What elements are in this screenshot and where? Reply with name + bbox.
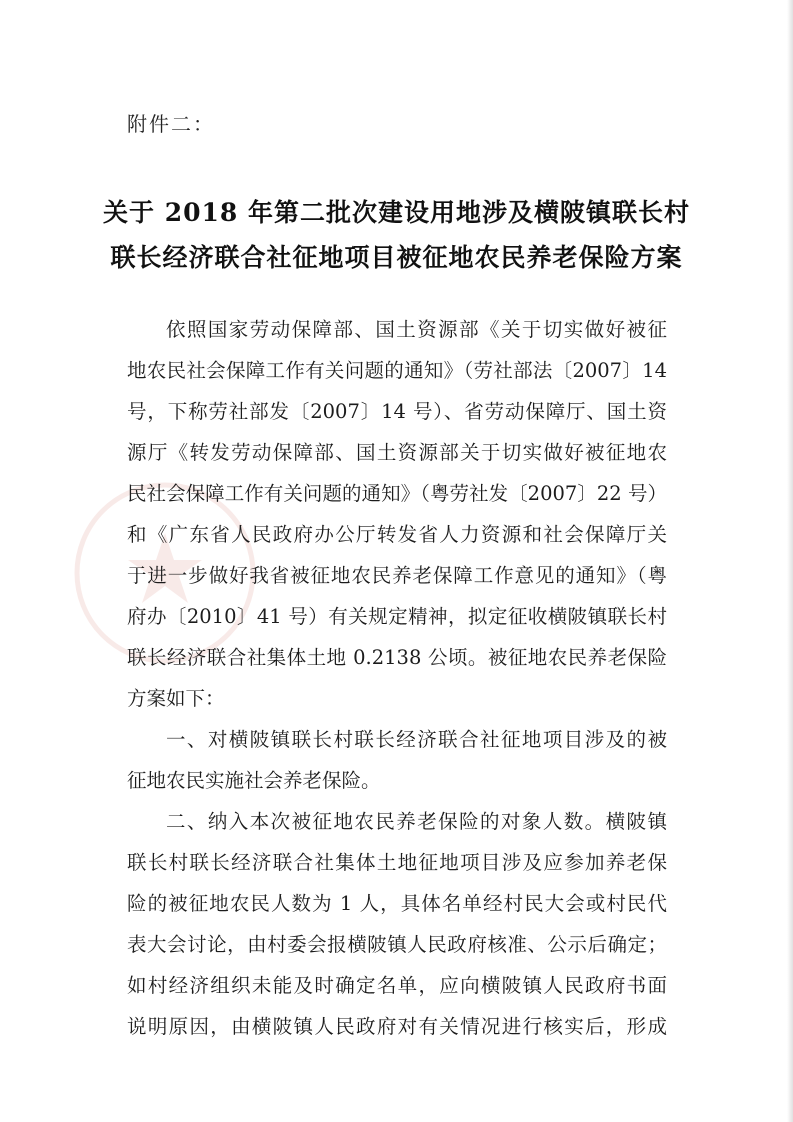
document-title-line-1: 关于 2018 年第二批次建设用地涉及横陂镇联长村	[103, 198, 690, 227]
paragraph-3-line-3: 险的被征地农民人数为 1 人，具体名单经村民大会或村民代	[127, 892, 667, 915]
paragraph-1-line-5: 民社会保障工作有关问题的通知》（粤劳社发〔2007〕22 号）	[127, 482, 667, 505]
paragraph-1-line-8: 府办〔2010〕41 号）有关规定精神，拟定征收横陂镇联长村	[127, 605, 667, 628]
paragraph-1-line-9: 联长经济联合社集体土地 0.2138 公顷。被征地农民养老保险	[127, 646, 667, 669]
paragraph-3-line-4: 表大会讨论，由村委会报横陂镇人民政府核准、公示后确定；	[127, 933, 667, 956]
paragraph-1-line-1: 依照国家劳动保障部、国土资源部《关于切实做好被征	[166, 318, 667, 341]
paragraph-1-line-6: 和《广东省人民政府办公厅转发省人力资源和社会保障厅关	[127, 523, 667, 546]
paragraph-2-line-2: 征地农民实施社会养老保险。	[127, 769, 381, 792]
paragraph-1-line-7: 于进一步做好我省被征地农民养老保障工作意见的通知》（粤	[127, 564, 667, 587]
page-edge-shadow	[787, 0, 793, 1122]
paragraph-3-line-2: 联长村联长经济联合社集体土地征地项目涉及应参加养老保	[127, 851, 667, 874]
paragraph-1-line-3: 号，下称劳社部发〔2007〕14 号）、省劳动保障厅、国土资	[127, 400, 667, 423]
attachment-label: 附件二：	[127, 112, 215, 136]
paragraph-1-line-10: 方案如下：	[127, 687, 225, 710]
paragraph-1-line-4: 源厅《转发劳动保障部、国土资源部关于切实做好被征地农	[127, 441, 667, 464]
paragraph-3-line-5: 如村经济组织未能及时确定名单，应向横陂镇人民政府书面	[127, 974, 667, 997]
paragraph-1-line-2: 地农民社会保障工作有关问题的通知》（劳社部法〔2007〕14	[127, 359, 667, 382]
document-title-line-2: 联长经济联合社征地项目被征地农民养老保险方案	[110, 243, 683, 272]
paragraph-3-line-1: 二、纳入本次被征地农民养老保险的对象人数。横陂镇	[166, 810, 667, 833]
paragraph-3-line-6: 说明原因，由横陂镇人民政府对有关情况进行核实后，形成	[127, 1015, 667, 1038]
paragraph-2-line-1: 一、对横陂镇联长村联长经济联合社征地项目涉及的被	[166, 728, 667, 751]
